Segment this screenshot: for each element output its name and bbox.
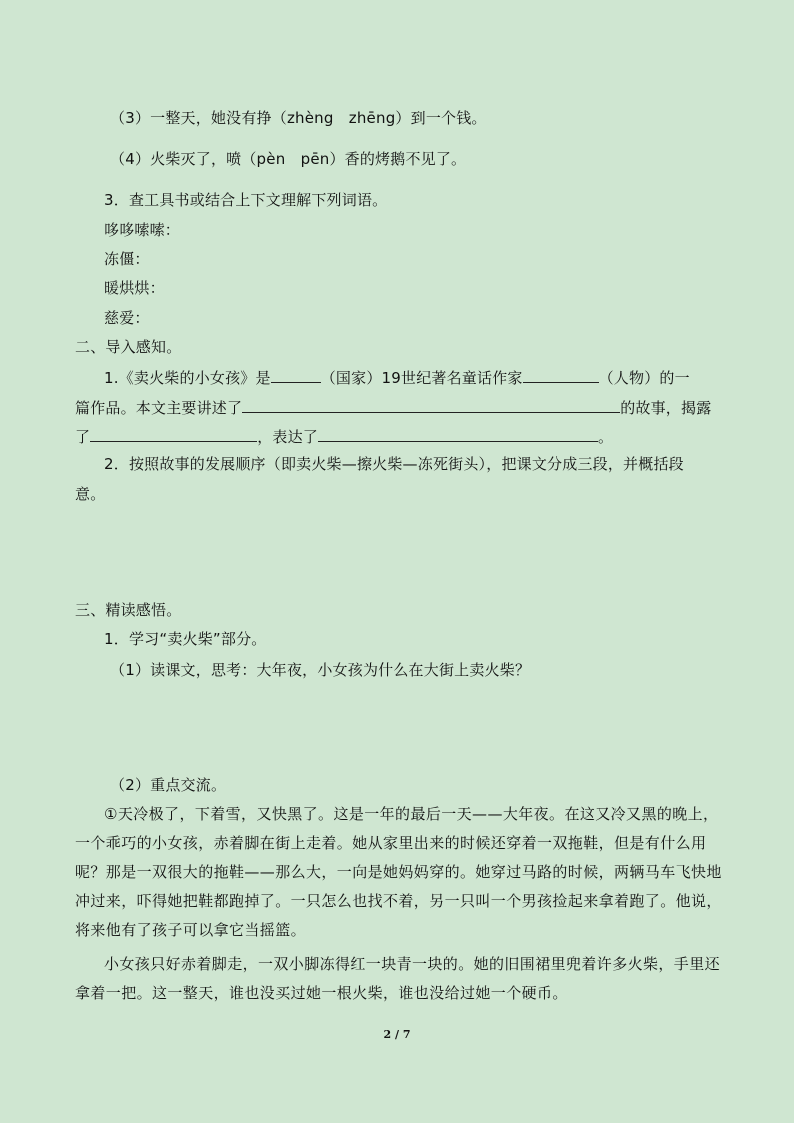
term-dongjiang: 冻僵：	[104, 250, 150, 268]
item-3-title: 3．查工具书或结合上下文理解下列词语。	[104, 191, 388, 209]
section-2-q1-line2	[75, 396, 711, 418]
blank-story[interactable]	[242, 396, 620, 413]
section-2-heading: 二、导入感知。	[75, 338, 182, 356]
blank-country[interactable]	[271, 366, 321, 383]
q1-text-a: 1.《卖火柴的小女孩》是	[104, 369, 271, 387]
section-2-q2-line1: 2．按照故事的发展顺序（即卖火柴—擦火柴—冻死街头），把课文分成三段，并概括段	[104, 455, 684, 473]
q1-line2-text-a: 篇作品。本文主要讲述了	[75, 399, 243, 417]
section-3-item-1: 1．学习“卖火柴”部分。	[104, 630, 267, 648]
section-2-q1-line3	[75, 425, 613, 447]
q1-text-b: （国家）19世纪著名童话作家	[320, 369, 523, 387]
q1-line3-text-c: 。	[598, 428, 614, 446]
section-2-q1-line1	[104, 366, 690, 388]
q1-line2-text-b: 的故事，揭露	[620, 399, 712, 417]
section-3-sub-question-1: （1）读课文，思考：大年夜，小女孩为什么在大街上卖火柴？	[110, 661, 531, 679]
passage-paragraph-1: ①天冷极了，下着雪，又快黑了。这是一年的最后一天——大年夜。在这又冷又黑的晚上，一个乖巧的小女孩，赤着脚在街上走着。她从家里出来的时候还穿着一双拖鞋，但是有什么用呢？那是一双很大的拖鞋——那么大，一向是她妈妈穿的。她穿过马路的时候，两辆马车飞快地冲过来，吓得她把鞋都跑掉了。一只怎么也找不着，另一只叫一个男孩捡起来拿着跑了。他说，将来他有了孩子可以拿它当摇篮。	[75, 805, 722, 939]
page-number: 2 / 7	[383, 1028, 411, 1041]
term-ciai: 慈爱：	[104, 309, 150, 327]
question-4-pronunciation: （4）火柴灭了，喷（pèn pēn）香的烤鹅不见了。	[110, 150, 467, 168]
section-3-sub-question-2: （2）重点交流。	[110, 776, 227, 794]
blank-person[interactable]	[523, 366, 599, 383]
blank-express[interactable]	[318, 425, 598, 442]
passage-paragraph-2: 小女孩只好赤着脚走，一双小脚冻得红一块青一块的。她的旧围裙里兜着许多火柴，手里还拿着一把。这一整天，谁也没买过她一根火柴，谁也没给过她一个硬币。	[75, 955, 721, 1002]
q1-text-c: （人物）的一	[598, 369, 690, 387]
blank-reveal[interactable]	[90, 425, 257, 442]
term-nuanhonghong: 暖烘烘：	[104, 279, 165, 297]
section-2-q2-line2: 意。	[75, 485, 106, 503]
term-duoduosuosuo: 哆哆嗦嗦：	[104, 221, 181, 239]
q1-line3-text-b: ，表达了	[257, 428, 319, 446]
q1-line3-text-a: 了	[75, 428, 91, 446]
question-3-pronunciation: （3）一整天，她没有挣（zhèng zhēng）到一个钱。	[110, 109, 487, 127]
section-3-heading: 三、精读感悟。	[75, 601, 182, 619]
